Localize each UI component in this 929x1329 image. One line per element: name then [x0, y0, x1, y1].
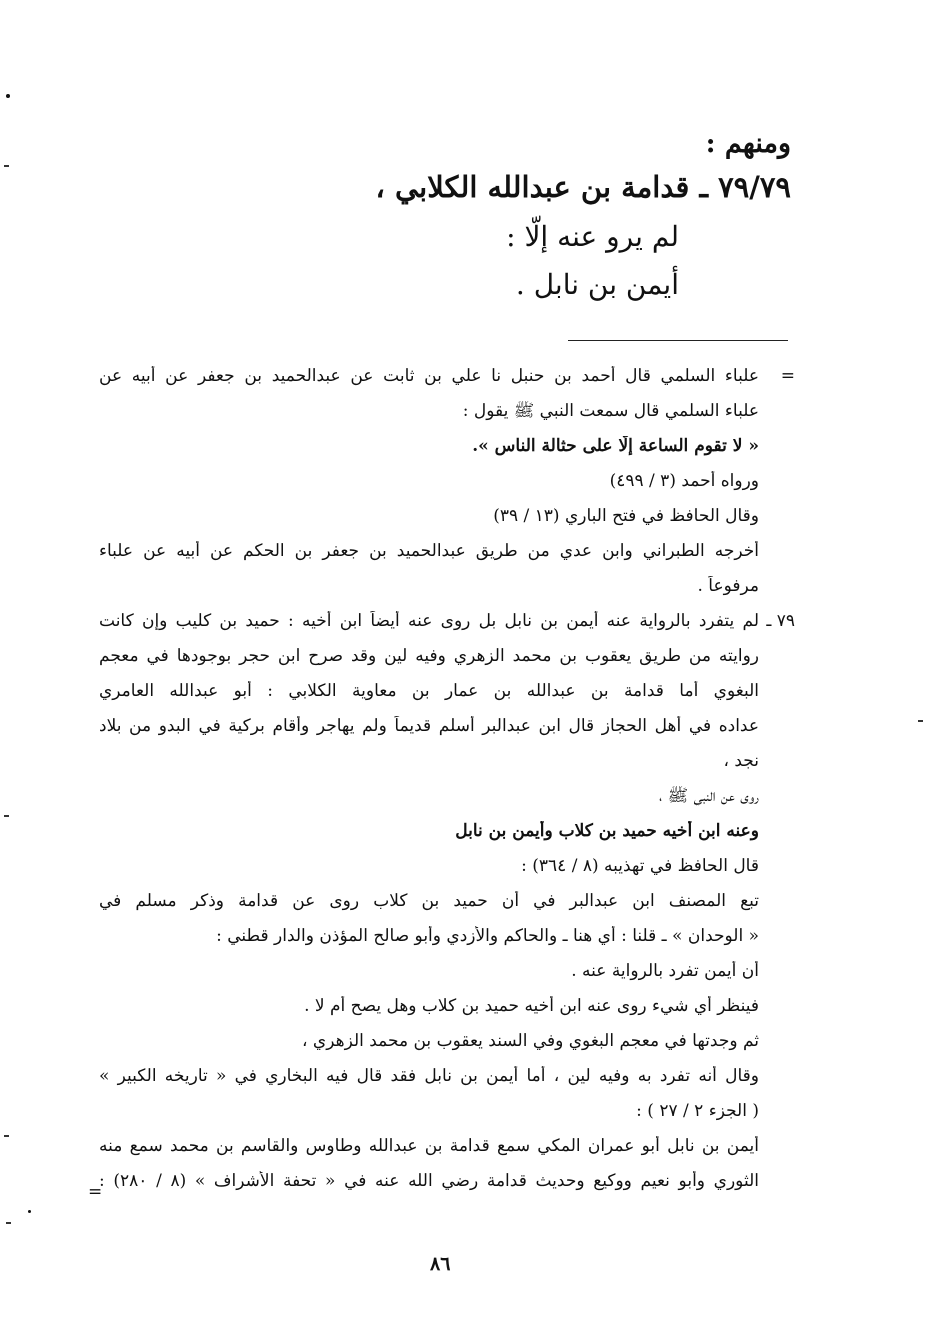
footnote-line: تبع المصنف ابن عبدالبر في أن حميد بن كلاب روى عن قدامة وذكر مسلم في	[99, 891, 759, 911]
scan-speck	[28, 1210, 31, 1213]
footnote-line: أن أيمن تفرد بالرواية عنه .	[571, 961, 759, 981]
footnote-line: ورواه أحمد (٣ / ٤٩٩)	[609, 471, 759, 491]
footnote-line: علباء السلمي قال سمعت النبي ﷺ يقول :	[462, 401, 759, 421]
footnote-line: وقال أنه تفرد به وفيه لين ، أما أيمن بن نابل فقد قال فيه البخاري في « تاريخه الكبير »	[99, 1066, 759, 1086]
footnote-line: وعنه ابن أخيه حميد بن كلاب وأيمن بن نابل	[455, 821, 759, 841]
footnote-line: أيمن بن نابل أبو عمران المكي سمع قدامة بن عبدالله وطاوس والقاسم بن محمد سمع منه	[99, 1136, 759, 1156]
footnote-line: مرفوعاً .	[697, 576, 759, 596]
footnote-line: علباء السلمي قال أحمد بن حنبل نا علي بن ثابت عن عبدالحميد بن جعفر عن أبيه عن	[99, 366, 759, 386]
footnote-line: لم يتفرد بالرواية عنه أيمن بن نابل بل روى عنه أيضاً ابن أخيه : حميد بن كليب وإن كانت	[99, 611, 759, 631]
scan-speck	[918, 720, 923, 722]
footnote-number: ٧٩ ـ	[766, 611, 795, 631]
scan-speck	[6, 1222, 11, 1224]
continuation-end-marker: =	[88, 1182, 103, 1202]
footnote-line: روايته من طريق يعقوب بن محمد الزهري وفيه لين وقد صرح ابن حجر بوجودها في معجم	[99, 646, 759, 666]
page-number: ٨٦	[430, 1253, 451, 1275]
footnote-line: روى عن النبي ﷺ ،	[659, 786, 759, 806]
hadith-text: « لا تقوم الساعة إلّا على حثالة الناس ».	[472, 436, 759, 456]
scan-speck	[4, 815, 9, 817]
footnote-line: « الوحدان » ـ قلنا : أي هنا ـ والحاكم والأزدي وأبو صالح المؤذن والدار قطني :	[216, 926, 759, 946]
entry-title: ٧٩/٧٩ ـ قدامة بن عبدالله الكلابي ،	[375, 170, 791, 204]
section-intro: ومنهم :	[705, 128, 791, 159]
footnote-line: فينظر أي شيء روى عنه ابن أخيه حميد بن كلاب وهل يصح أم لا .	[304, 996, 759, 1016]
footnote-line: وقال الحافظ في فتح الباري (١٣ / ٣٩)	[493, 506, 759, 526]
footnote-line: أخرجه الطبراني وابن عدي من طريق عبدالحميد بن جعفر بن الحكم عن أبيه عن علباء	[99, 541, 759, 561]
footnote-divider	[568, 340, 788, 341]
footnote-line: ( الجزء ٢ / ٢٧ ) :	[636, 1101, 759, 1121]
continuation-marker: =	[780, 366, 795, 386]
footnote-line: عداده في أهل الحجاز قال ابن عبدالبر أسلم قديماً ولم يهاجر وأقام بركية في البدو من بلاد	[99, 716, 759, 736]
footnote-line: الثوري وأبو نعيم ووكيع وحديث قدامة رضي الله عنه في « تحفة الأشراف » (٨ / ٢٨٠) :	[99, 1171, 759, 1191]
footnote-line: نجد ،	[723, 751, 759, 771]
scan-speck	[4, 165, 9, 167]
footnote-line: قال الحافظ في تهذيبه (٨ / ٣٦٤) :	[521, 856, 759, 876]
scan-speck	[6, 94, 10, 98]
narrator-intro: لم يرو عنه إلّا :	[506, 220, 679, 253]
narrator-name: أيمن بن نابل .	[515, 268, 679, 301]
footnote-line: البغوي أما قدامة بن عبدالله بن عمار بن معاوية الكلابي : أبو عبدالله العامري	[99, 681, 759, 701]
footnote-line: ثم وجدتها في معجم البغوي وفي السند يعقوب بن محمد الزهري ،	[302, 1031, 759, 1051]
scan-speck	[4, 1135, 9, 1137]
